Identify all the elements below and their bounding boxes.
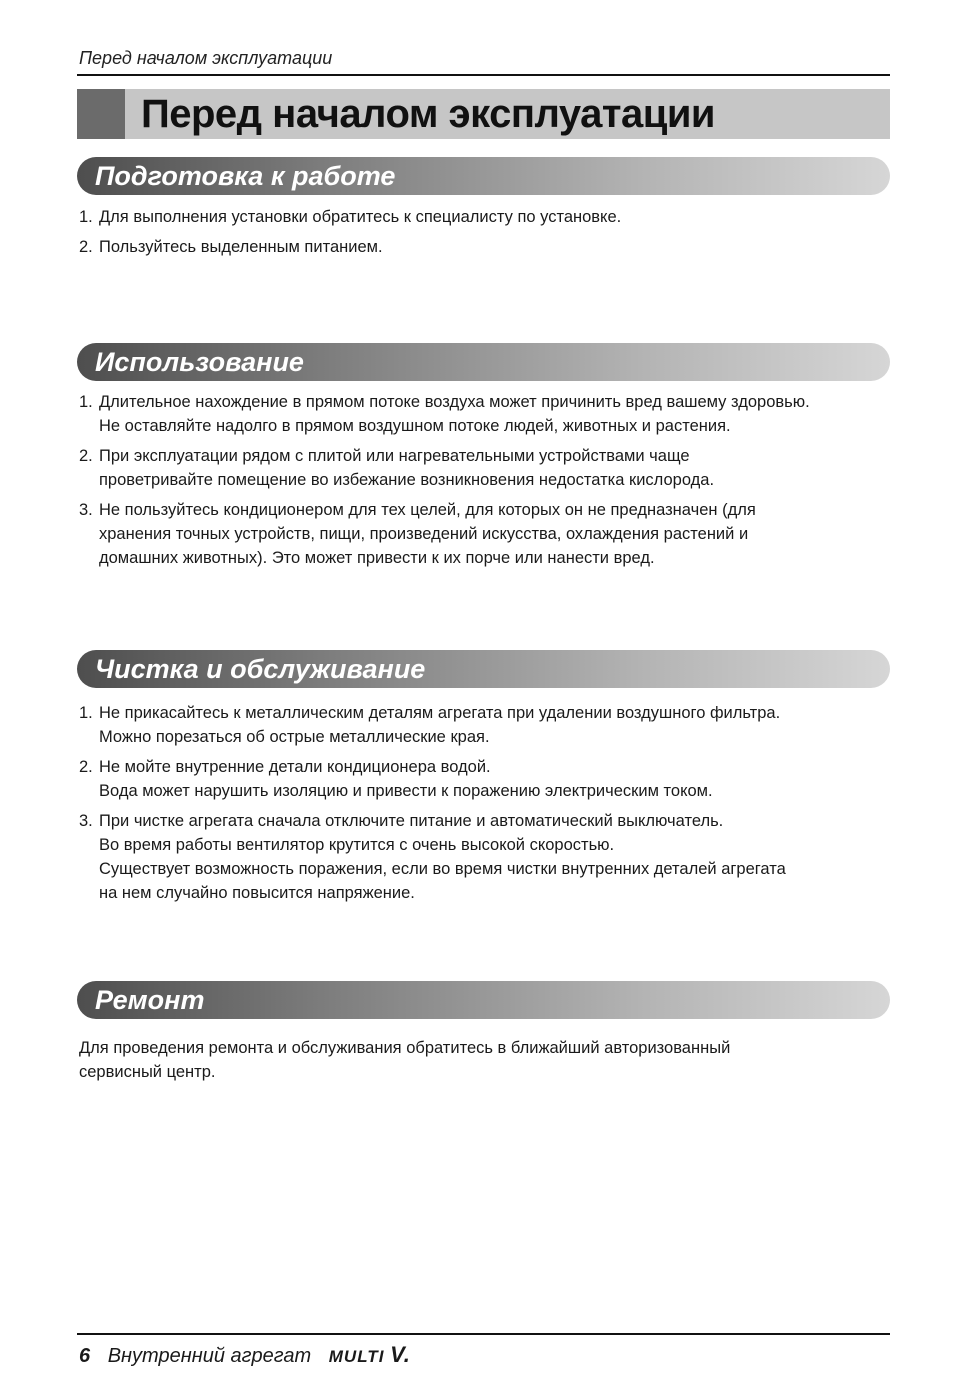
list-item bbox=[79, 444, 889, 492]
item-number: 2. bbox=[79, 447, 93, 465]
paragraph-text: сервисный центр. bbox=[79, 1063, 216, 1081]
section-heading: Ремонт bbox=[95, 985, 205, 1015]
item-text: Не пользуйтесь кондиционером для тех целей, для которых он не предназначен (для bbox=[99, 501, 756, 519]
header-rule bbox=[77, 74, 890, 76]
logo-mark: V. bbox=[390, 1342, 411, 1367]
footer-text: Внутренний агрегат bbox=[107, 1345, 312, 1367]
item-number: 2. bbox=[79, 758, 93, 776]
list-item bbox=[79, 390, 889, 438]
list-item bbox=[79, 498, 889, 570]
list-item bbox=[79, 701, 889, 749]
item-text: При чистке агрегата сначала отключите питание и автоматический выключатель. bbox=[99, 812, 724, 830]
footer-rule bbox=[77, 1333, 890, 1335]
section-header-repair bbox=[77, 981, 890, 1019]
item-text: проветривайте помещение во избежание возникновения недостатка кислорода. bbox=[99, 471, 715, 489]
running-header: Перед началом эксплуатации bbox=[79, 48, 333, 68]
multi-v-logo bbox=[328, 1342, 411, 1367]
item-number: 1. bbox=[79, 208, 93, 226]
section-header-cleaning bbox=[77, 650, 890, 688]
title-accent-block bbox=[77, 89, 125, 139]
item-text: Вода может нарушить изоляцию и привести к поражению электрическим током. bbox=[99, 782, 713, 800]
item-number: 1. bbox=[79, 704, 93, 722]
list-item bbox=[79, 755, 889, 803]
section-header-preparation bbox=[77, 157, 890, 195]
footer bbox=[79, 1342, 411, 1368]
list-item bbox=[79, 809, 889, 905]
paragraph-text: Для проведения ремонта и обслуживания обратитесь в ближайший авторизованный bbox=[79, 1039, 731, 1057]
list-item bbox=[79, 235, 889, 259]
item-text: домашних животных). Это может привести к их порче или нанести вред. bbox=[99, 549, 655, 567]
page-number: 6 bbox=[79, 1345, 91, 1367]
cleaning-list bbox=[79, 701, 889, 911]
page-title-bar bbox=[77, 89, 890, 139]
item-text: Не оставляйте надолго в прямом воздушном потоке людей, животных и растения. bbox=[99, 417, 731, 435]
preparation-list bbox=[79, 205, 889, 265]
item-text: Не прикасайтесь к металлическим деталям агрегата при удалении воздушного фильтра. bbox=[99, 704, 781, 722]
item-number: 1. bbox=[79, 393, 93, 411]
usage-list bbox=[79, 390, 889, 576]
item-text: хранения точных устройств, пищи, произведений искусства, охлаждения растений и bbox=[99, 525, 749, 543]
item-text: Пользуйтесь выделенным питанием. bbox=[99, 238, 383, 256]
section-heading: Использование bbox=[95, 347, 304, 377]
item-text: Не мойте внутренние детали кондиционера водой. bbox=[99, 758, 491, 776]
page-title: Перед началом эксплуатации bbox=[141, 92, 715, 136]
item-number: 2. bbox=[79, 238, 93, 256]
item-number: 3. bbox=[79, 812, 93, 830]
section-header-usage bbox=[77, 343, 890, 381]
section-heading: Подготовка к работе bbox=[95, 161, 396, 191]
repair-paragraph bbox=[79, 1036, 889, 1084]
item-text: Для выполнения установки обратитесь к специалисту по установке. bbox=[99, 208, 622, 226]
item-number: 3. bbox=[79, 501, 93, 519]
item-text: При эксплуатации рядом с плитой или нагревательными устройствами чаще bbox=[99, 447, 690, 465]
section-heading: Чистка и обслуживание bbox=[95, 654, 426, 684]
list-item bbox=[79, 205, 889, 229]
item-text: Можно порезаться об острые металлические края. bbox=[99, 728, 490, 746]
item-text: Длительное нахождение в прямом потоке воздуха может причинить вред вашему здоровью. bbox=[99, 393, 810, 411]
item-text: Существует возможность поражения, если во время чистки внутренних деталей агрегата bbox=[99, 860, 786, 878]
logo-text: MULTI bbox=[328, 1347, 385, 1366]
item-text: Во время работы вентилятор крутится с очень высокой скоростью. bbox=[99, 836, 615, 854]
item-text: на нем случайно повысится напряжение. bbox=[99, 884, 415, 902]
